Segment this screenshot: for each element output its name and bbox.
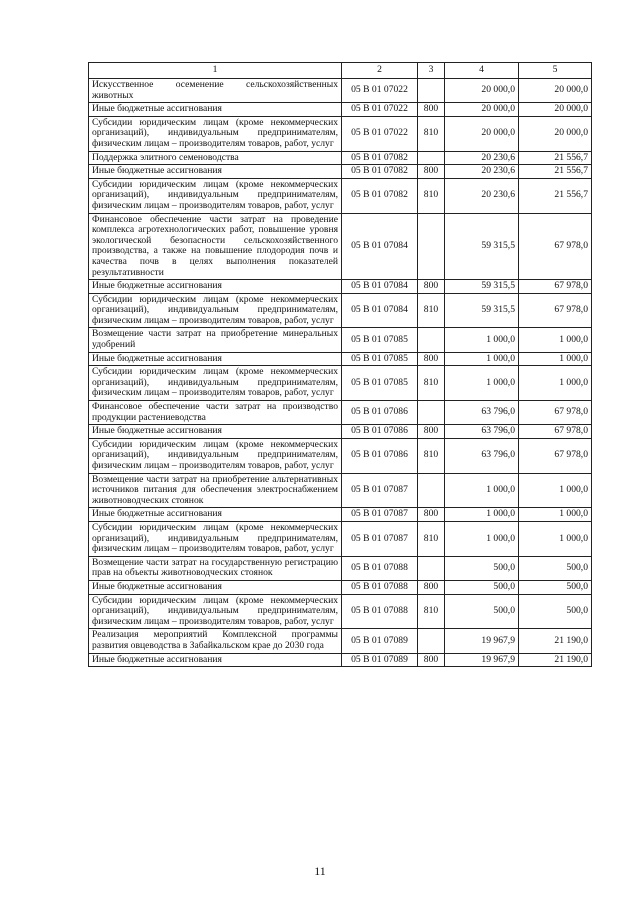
table-row [89, 473, 592, 508]
row-code-cell: 05 В 01 07084 [342, 213, 418, 280]
row-value-1-cell: 20 230,6 [445, 178, 519, 213]
table-row [89, 328, 592, 352]
row-vr-cell [418, 556, 445, 580]
row-name-cell: Искусственное осеменение сельскохозяйственных животных [89, 79, 342, 103]
row-value-2-cell: 1 000,0 [519, 352, 592, 366]
row-vr-cell [418, 328, 445, 352]
row-code-cell: 05 В 01 07082 [342, 151, 418, 165]
table-row [89, 366, 592, 401]
row-value-1-cell: 63 796,0 [445, 438, 519, 473]
row-value-2-cell: 1 000,0 [519, 366, 592, 401]
header-cell-value-1: 4 [445, 63, 519, 79]
row-vr-cell: 800 [418, 280, 445, 294]
row-code-cell: 05 В 01 07085 [342, 366, 418, 401]
table-row [89, 653, 592, 667]
row-value-1-cell: 1 000,0 [445, 521, 519, 556]
row-name-cell: Финансовое обеспечение части затрат на производство продукции растениеводства [89, 401, 342, 425]
row-vr-cell: 800 [418, 352, 445, 366]
table-row [89, 178, 592, 213]
row-value-1-cell: 20 000,0 [445, 116, 519, 151]
row-value-2-cell: 67 978,0 [519, 293, 592, 328]
table-row [89, 103, 592, 117]
row-name-cell: Поддержка элитного семеноводства [89, 151, 342, 165]
row-code-cell: 05 В 01 07087 [342, 521, 418, 556]
row-name-cell: Иные бюджетные ассигнования [89, 508, 342, 522]
row-value-2-cell: 500,0 [519, 594, 592, 629]
row-code-cell: 05 В 01 07086 [342, 425, 418, 439]
row-vr-cell: 810 [418, 594, 445, 629]
budget-table [88, 62, 592, 667]
row-vr-cell: 800 [418, 653, 445, 667]
table-header-row [89, 63, 592, 79]
row-name-cell: Иные бюджетные ассигнования [89, 653, 342, 667]
row-vr-cell: 800 [418, 165, 445, 179]
table-row [89, 79, 592, 103]
row-code-cell: 05 В 01 07082 [342, 178, 418, 213]
table-row [89, 165, 592, 179]
row-value-2-cell: 21 190,0 [519, 629, 592, 653]
table-row [89, 629, 592, 653]
row-value-2-cell: 500,0 [519, 556, 592, 580]
table-row [89, 151, 592, 165]
table-row [89, 401, 592, 425]
row-value-2-cell: 21 556,7 [519, 151, 592, 165]
row-name-cell: Иные бюджетные ассигнования [89, 580, 342, 594]
row-name-cell: Иные бюджетные ассигнования [89, 352, 342, 366]
row-vr-cell: 800 [418, 103, 445, 117]
row-value-1-cell: 1 000,0 [445, 508, 519, 522]
table-row [89, 280, 592, 294]
row-name-cell: Возмещение части затрат на государственную регистрацию прав на объекты животноводческих стоянок [89, 556, 342, 580]
row-value-2-cell: 67 978,0 [519, 401, 592, 425]
row-value-1-cell: 500,0 [445, 594, 519, 629]
header-cell-value-2: 5 [519, 63, 592, 79]
row-name-cell: Субсидии юридическим лицам (кроме некоммерческих организаций), индивидуальным предпринимателям, физическим лицам – производителям товаров, работ, услуг [89, 521, 342, 556]
budget-table-container [88, 62, 591, 667]
row-code-cell: 05 В 01 07089 [342, 653, 418, 667]
row-name-cell: Реализация мероприятий Комплексной программы развития овцеводства в Забайкальском крае до 2030 года [89, 629, 342, 653]
row-name-cell: Иные бюджетные ассигнования [89, 280, 342, 294]
row-name-cell: Возмещение части затрат на приобретение минеральных удобрений [89, 328, 342, 352]
row-name-cell: Субсидии юридическим лицам (кроме некоммерческих организаций), индивидуальным предпринимателям, физическим лицам – производителям товаров, работ, услуг [89, 366, 342, 401]
row-value-1-cell: 1 000,0 [445, 352, 519, 366]
row-name-cell: Иные бюджетные ассигнования [89, 103, 342, 117]
row-code-cell: 05 В 01 07022 [342, 79, 418, 103]
row-value-2-cell: 67 978,0 [519, 213, 592, 280]
row-vr-cell: 810 [418, 293, 445, 328]
table-row [89, 352, 592, 366]
row-name-cell: Финансовое обеспечение части затрат на проведение комплекса агротехнологических работ, повышение уровня экологической безопасности сельскохозяйственного производства, а также на повышение плодородия почв и качества почв в целях выполнения показателей результативности [89, 213, 342, 280]
row-vr-cell [418, 401, 445, 425]
row-value-1-cell: 59 315,5 [445, 280, 519, 294]
row-code-cell: 05 В 01 07086 [342, 438, 418, 473]
row-value-2-cell: 1 000,0 [519, 521, 592, 556]
table-row [89, 556, 592, 580]
row-value-1-cell: 20 000,0 [445, 103, 519, 117]
row-vr-cell: 810 [418, 116, 445, 151]
row-vr-cell [418, 473, 445, 508]
row-value-2-cell: 500,0 [519, 580, 592, 594]
table-row [89, 425, 592, 439]
row-value-1-cell: 20 230,6 [445, 151, 519, 165]
row-name-cell: Субсидии юридическим лицам (кроме некоммерческих организаций), индивидуальным предпринимателям, физическим лицам – производителям товаров, работ, услуг [89, 293, 342, 328]
row-value-1-cell: 59 315,5 [445, 293, 519, 328]
row-name-cell: Возмещение части затрат на приобретение альтернативных источников питания для обеспечения электроснабжением животноводческих стоянок [89, 473, 342, 508]
table-row [89, 293, 592, 328]
row-value-2-cell: 67 978,0 [519, 425, 592, 439]
row-code-cell: 05 В 01 07022 [342, 116, 418, 151]
row-code-cell: 05 В 01 07085 [342, 352, 418, 366]
row-vr-cell [418, 151, 445, 165]
row-value-1-cell: 20 230,6 [445, 165, 519, 179]
row-code-cell: 05 В 01 07088 [342, 594, 418, 629]
row-value-2-cell: 21 556,7 [519, 178, 592, 213]
row-value-2-cell: 21 190,0 [519, 653, 592, 667]
row-code-cell: 05 В 01 07085 [342, 328, 418, 352]
row-code-cell: 05 В 01 07022 [342, 103, 418, 117]
table-body [89, 79, 592, 667]
row-code-cell: 05 В 01 07082 [342, 165, 418, 179]
table-row [89, 213, 592, 280]
row-name-cell: Субсидии юридическим лицам (кроме некоммерческих организаций), индивидуальным предпринимателям, физическим лицам – производителям товаров, работ, услуг [89, 116, 342, 151]
row-code-cell: 05 В 01 07088 [342, 556, 418, 580]
row-value-2-cell: 21 556,7 [519, 165, 592, 179]
row-value-2-cell: 67 978,0 [519, 438, 592, 473]
row-code-cell: 05 В 01 07088 [342, 580, 418, 594]
table-row [89, 508, 592, 522]
row-value-2-cell: 67 978,0 [519, 280, 592, 294]
row-vr-cell [418, 213, 445, 280]
row-value-1-cell: 63 796,0 [445, 401, 519, 425]
table-row [89, 116, 592, 151]
row-vr-cell [418, 629, 445, 653]
row-value-1-cell: 500,0 [445, 580, 519, 594]
row-value-2-cell: 20 000,0 [519, 103, 592, 117]
row-value-1-cell: 500,0 [445, 556, 519, 580]
header-cell-code: 2 [342, 63, 418, 79]
row-code-cell: 05 В 01 07084 [342, 293, 418, 328]
row-value-1-cell: 59 315,5 [445, 213, 519, 280]
header-cell-name: 1 [89, 63, 342, 79]
row-value-2-cell: 20 000,0 [519, 79, 592, 103]
row-vr-cell: 800 [418, 508, 445, 522]
row-value-2-cell: 20 000,0 [519, 116, 592, 151]
header-cell-vr: 3 [418, 63, 445, 79]
row-code-cell: 05 В 01 07084 [342, 280, 418, 294]
row-value-1-cell: 20 000,0 [445, 79, 519, 103]
row-code-cell: 05 В 01 07087 [342, 508, 418, 522]
table-row [89, 594, 592, 629]
row-code-cell: 05 В 01 07089 [342, 629, 418, 653]
row-name-cell: Субсидии юридическим лицам (кроме некоммерческих организаций), индивидуальным предпринимателям, физическим лицам – производителям товаров, работ, услуг [89, 594, 342, 629]
row-code-cell: 05 В 01 07087 [342, 473, 418, 508]
table-row [89, 580, 592, 594]
row-value-2-cell: 1 000,0 [519, 508, 592, 522]
table-row [89, 521, 592, 556]
row-value-1-cell: 1 000,0 [445, 366, 519, 401]
row-vr-cell [418, 79, 445, 103]
row-vr-cell: 810 [418, 366, 445, 401]
row-value-1-cell: 19 967,9 [445, 653, 519, 667]
row-value-2-cell: 1 000,0 [519, 328, 592, 352]
row-vr-cell: 800 [418, 580, 445, 594]
row-code-cell: 05 В 01 07086 [342, 401, 418, 425]
row-vr-cell: 800 [418, 425, 445, 439]
row-name-cell: Субсидии юридическим лицам (кроме некоммерческих организаций), индивидуальным предпринимателям, физическим лицам – производителям товаров, работ, услуг [89, 178, 342, 213]
row-name-cell: Иные бюджетные ассигнования [89, 165, 342, 179]
row-vr-cell: 810 [418, 438, 445, 473]
row-value-1-cell: 19 967,9 [445, 629, 519, 653]
row-value-1-cell: 63 796,0 [445, 425, 519, 439]
row-name-cell: Субсидии юридическим лицам (кроме некоммерческих организаций), индивидуальным предпринимателям, физическим лицам – производителям товаров, работ, услуг [89, 438, 342, 473]
row-value-2-cell: 1 000,0 [519, 473, 592, 508]
row-vr-cell: 810 [418, 521, 445, 556]
row-value-1-cell: 1 000,0 [445, 328, 519, 352]
row-value-1-cell: 1 000,0 [445, 473, 519, 508]
page-number: 11 [314, 864, 326, 878]
row-name-cell: Иные бюджетные ассигнования [89, 425, 342, 439]
row-vr-cell: 810 [418, 178, 445, 213]
table-row [89, 438, 592, 473]
